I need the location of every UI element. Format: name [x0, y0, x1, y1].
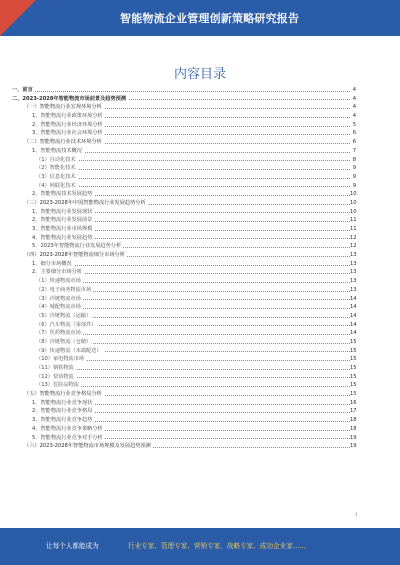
toc-entry-page: 14 — [350, 304, 357, 311]
toc-entry-page: 15 — [350, 382, 357, 389]
footer-slogan: 让每个人都能成为 — [46, 542, 99, 550]
toc-entry-page: 13 — [350, 269, 357, 276]
toc-entry-label: （六）2023-2028年智能物流市场规模及发展趋势预测 — [24, 443, 151, 450]
toc-entry[interactable] — [12, 364, 356, 373]
toc-leader-dots — [36, 178, 350, 179]
toc-entry-label: 一、前言 — [12, 87, 33, 93]
toc-entry-page: 6 — [350, 129, 356, 138]
toc-entry-page: 14 — [350, 330, 357, 337]
toc-entry[interactable] — [12, 147, 356, 156]
toc-entry-label: 1、细分市场概况 — [32, 260, 72, 267]
toc-entry[interactable] — [12, 129, 356, 138]
toc-entry-page: 15 — [350, 391, 357, 398]
toc-entry-page: 14 — [350, 321, 357, 328]
toc-entry-label: （12）快消物流 — [36, 373, 74, 380]
toc-entry[interactable] — [12, 103, 356, 112]
toc-entry[interactable] — [12, 329, 356, 338]
toc-entry-page: 9 — [350, 164, 356, 173]
toc-entry-page: 14 — [350, 295, 357, 302]
header-corner-accent — [0, 0, 36, 36]
toc-entry-page: 13 — [350, 252, 357, 259]
toc-entry-label: （二）智能物流行业技术环境分析 — [24, 139, 102, 146]
page-header — [0, 0, 400, 36]
toc-entry[interactable] — [12, 295, 356, 304]
toc-entry-label: 5、2023年智能物流行业发展趋势分析 — [32, 243, 122, 250]
toc-entry-page: 11 — [350, 217, 357, 224]
toc-entry[interactable] — [12, 208, 356, 217]
toc-entry[interactable] — [12, 381, 356, 390]
toc-entry-label: 1、智能物流技术概况 — [32, 147, 82, 154]
toc-entry[interactable] — [12, 95, 356, 104]
toc-entry[interactable] — [12, 86, 356, 95]
toc-entry[interactable] — [12, 234, 356, 243]
toc-entry-page: 9 — [350, 182, 356, 191]
toc-leader-dots — [36, 186, 350, 187]
toc-entry[interactable] — [12, 355, 356, 364]
toc-entry[interactable] — [12, 303, 356, 312]
toc-entry-page: 15 — [350, 365, 357, 371]
toc-entry-label: 2、智能物流行业经济环境分析 — [32, 121, 103, 128]
toc-entry-label: 1、智能物流行业竞争现状 — [32, 399, 93, 406]
toc-entry[interactable] — [12, 251, 356, 260]
toc-entry-label: 5、智能物流行业竞争对手分析 — [32, 434, 103, 441]
toc-entry-label: （3）信息化技术 — [36, 173, 76, 180]
toc-entry-label: 4、智能物流行业竞争策略分析 — [32, 425, 103, 432]
toc-entry-page: 8 — [350, 156, 356, 165]
toc-entry[interactable] — [12, 138, 356, 147]
toc-entry-label: 二、2023-2028年智能物流市场前景及趋势预测 — [12, 95, 127, 102]
toc-leader-dots — [36, 282, 350, 283]
toc-entry-label: 2、智能物流行业发展前景 — [32, 217, 93, 224]
toc-entry-page: 4 — [350, 86, 356, 95]
toc-leader-dots — [36, 160, 350, 161]
toc-leader-dots — [36, 169, 350, 170]
toc-entry-label: （五）智能物流行业竞争格局分析 — [24, 391, 102, 398]
footer-tagline: 行业专家、管理专家、营销专家、战略专家、成功企业家…… — [128, 542, 307, 550]
toc-entry-page: 13 — [350, 286, 357, 293]
toc-entry-page: 7 — [350, 147, 356, 156]
toc-entry-page: 12 — [350, 243, 357, 250]
toc-entry[interactable] — [12, 373, 356, 382]
toc-entry[interactable] — [12, 321, 356, 330]
toc-entry-label: 3、智能物流行业市场规模 — [32, 226, 93, 232]
toc-entry-label: （三）2023-2028年中国智能物流行业发展趋势分析 — [24, 199, 146, 206]
toc-entry-page: 5 — [350, 121, 356, 130]
toc-entry[interactable] — [12, 190, 356, 199]
toc-entry[interactable] — [12, 156, 356, 165]
toc-entry-label: （13）危险品物流 — [36, 382, 79, 389]
toc-entry-label: （11）钢铁物流 — [36, 365, 74, 371]
toc-entry[interactable] — [12, 112, 356, 121]
toc-entry-label: （2）电子商务物流市场 — [36, 286, 92, 293]
toc-entry-page: 14 — [350, 312, 357, 319]
toc-entry-label: （5）冷链物流（运输） — [36, 312, 92, 319]
toc-entry-label: （1）快递物流市场 — [36, 278, 81, 285]
toc-entry[interactable] — [12, 347, 356, 356]
toc-entry-page: 10 — [350, 199, 357, 206]
toc-entry-page: 15 — [350, 347, 357, 354]
page-footer — [0, 528, 400, 565]
toc-entry-page: 15 — [350, 373, 357, 380]
toc-entry-page: 15 — [350, 356, 357, 363]
toc-entry-page: 11 — [350, 226, 357, 232]
toc-entry-label: 2、主要细分市场分析 — [32, 269, 82, 276]
toc-entry[interactable] — [12, 225, 356, 234]
toc-entry-label: 1、智能物流行业政策环境分析 — [32, 113, 103, 120]
toc-leader-dots — [36, 369, 350, 370]
toc-entry[interactable] — [12, 121, 356, 130]
toc-entry-page: 4 — [350, 112, 356, 121]
toc-entry-label: 4、智能物流行业发展趋势 — [32, 234, 93, 241]
toc-entry-page: 12 — [350, 234, 357, 241]
toc-entry-label: （3）冷链物流市场 — [36, 295, 81, 302]
page-marker: 1 — [355, 512, 358, 517]
toc-entry[interactable] — [12, 216, 356, 225]
toc-entry-label: （1）自动化技术 — [36, 156, 76, 163]
toc-entry[interactable] — [12, 399, 356, 408]
toc-entry-label: （4）网联化技术 — [36, 182, 76, 189]
toc-entry[interactable] — [12, 442, 356, 451]
toc-entry[interactable] — [12, 268, 356, 277]
toc-entry-label: （四）2023-2028年智能物流细分市场分析 — [24, 252, 125, 259]
toc-entry-page: 15 — [350, 338, 357, 345]
toc-entry[interactable] — [12, 312, 356, 321]
toc-entry-label: 3、智能物流行业社会环境分析 — [32, 130, 103, 137]
toc-entry[interactable] — [12, 338, 356, 347]
toc-leader-dots — [36, 386, 350, 387]
toc-entry-page: 18 — [350, 417, 357, 424]
toc-leader-dots — [12, 91, 350, 92]
toc-entry-label: （一）智能物流行业宏观环境分析 — [24, 104, 102, 111]
toc-entry-page: 17 — [350, 408, 357, 415]
toc-entry-page: 4 — [350, 95, 356, 104]
toc-entry-page: 18 — [350, 425, 357, 432]
toc-entry-label: 2、智能物流行业竞争格局 — [32, 408, 93, 415]
toc-entry-label: （10）家电物流市场 — [36, 356, 85, 363]
table-of-contents — [12, 86, 356, 451]
toc-entry[interactable] — [12, 182, 356, 191]
toc-entry-label: （7）医药物流市场 — [36, 330, 81, 337]
toc-entry[interactable] — [12, 390, 356, 399]
toc-entry-page: 9 — [350, 173, 356, 182]
toc-entry-page: 16 — [350, 399, 357, 406]
toc-entry[interactable] — [12, 277, 356, 286]
toc-leader-dots — [36, 377, 350, 378]
toc-entry-label: 2、智能物流技术发展趋势 — [32, 191, 93, 198]
toc-entry-page: 19 — [350, 443, 357, 450]
toc-entry-label: （6）汽车物流（零部件） — [36, 321, 97, 328]
toc-entry[interactable] — [12, 260, 356, 269]
toc-entry[interactable] — [12, 173, 356, 182]
toc-entry-label: 3、智能物流行业竞争趋势 — [32, 417, 93, 424]
toc-entry-page: 13 — [350, 278, 357, 285]
toc-entry[interactable] — [12, 416, 356, 425]
toc-entry[interactable] — [12, 407, 356, 416]
toc-entry-page: 4 — [350, 103, 356, 112]
toc-entry-label: （8）冷链物流（仓储） — [36, 338, 92, 345]
toc-leader-dots — [36, 299, 350, 300]
toc-entry[interactable] — [12, 425, 356, 434]
toc-entry[interactable] — [12, 164, 356, 173]
toc-entry[interactable] — [12, 242, 356, 251]
toc-leader-dots — [36, 334, 350, 335]
toc-leader-dots — [32, 265, 350, 266]
toc-entry-label: （4）城配物流市场 — [36, 304, 81, 311]
toc-entry-page: 10 — [350, 208, 357, 215]
toc-entry-label: （9）快递物流（末端配送） — [36, 347, 102, 354]
toc-entry[interactable] — [12, 434, 356, 443]
toc-entry-page: 13 — [350, 260, 357, 267]
toc-entry[interactable] — [12, 286, 356, 295]
toc-title: 内容目录 — [173, 67, 226, 82]
toc-leader-dots — [36, 308, 350, 309]
toc-entry-page: 6 — [350, 138, 356, 147]
toc-entry-page: 10 — [350, 191, 357, 198]
toc-entry[interactable] — [12, 199, 356, 208]
toc-entry-label: 1、智能物流行业发展现状 — [32, 208, 93, 215]
toc-entry-page: 19 — [350, 434, 357, 441]
report-title: 智能物流企业管理创新策略研究报告 — [120, 12, 300, 25]
toc-entry-label: （2）智能化技术 — [36, 165, 76, 172]
